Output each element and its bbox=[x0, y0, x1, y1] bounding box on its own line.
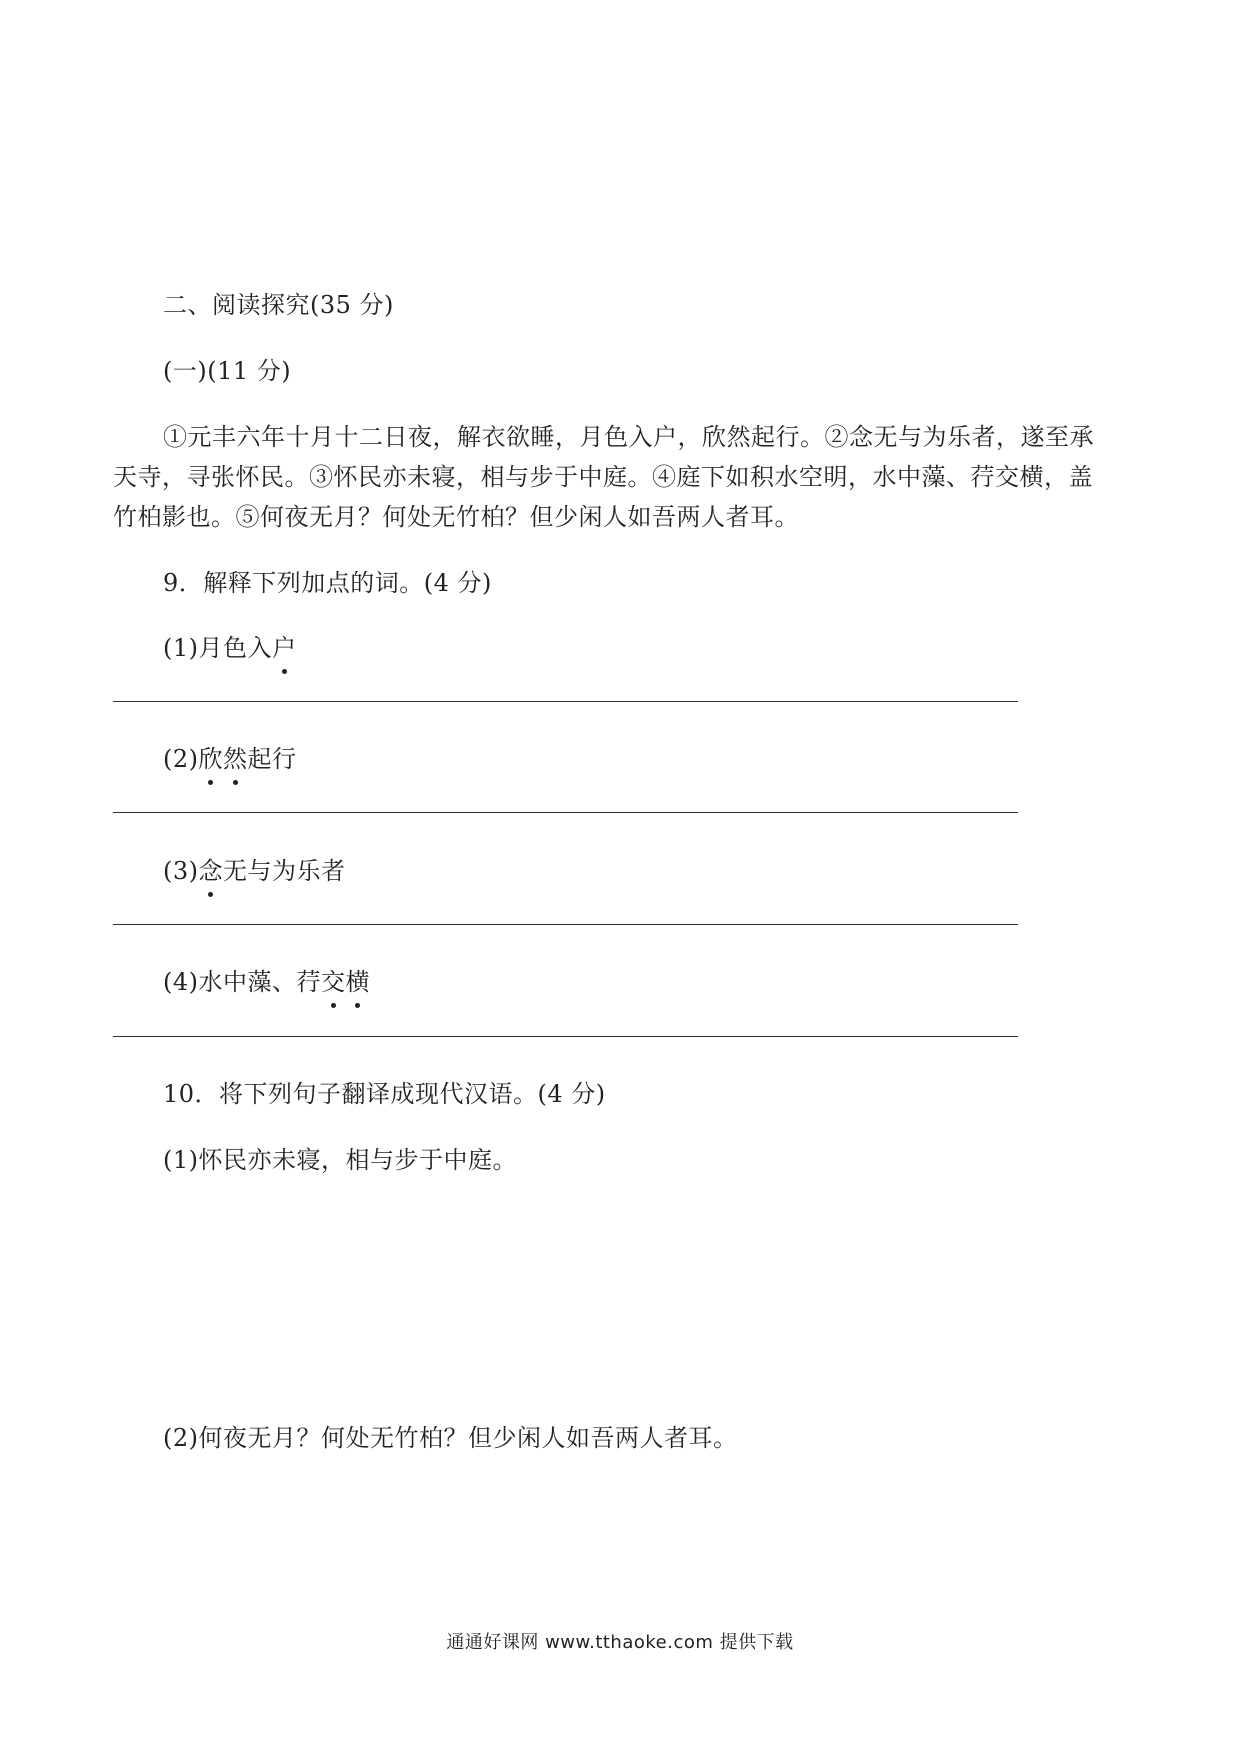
q10-title: 10．将下列句子翻译成现代汉语。(4 分) bbox=[163, 1080, 606, 1108]
passage-line-2: 天寺，寻张怀民。③怀民亦未寝，相与步于中庭。④庭下如积水空明，水中藻、荇交横，盖 bbox=[113, 463, 1093, 491]
passage-subheading: (一)(11 分) bbox=[163, 357, 292, 385]
q9-item-4 bbox=[163, 964, 370, 1000]
q9-item-3 bbox=[163, 853, 346, 889]
passage-line-1: ①元丰六年十月十二日夜，解衣欲睡，月色入户，欣然起行。②念无与为乐者，遂至承 bbox=[163, 423, 1094, 451]
q9-item-3-dotted-word: 念 bbox=[199, 853, 224, 889]
footer-credit: 通通好课网 www.tthaoke.com 提供下载 bbox=[446, 1632, 794, 1653]
q9-item-4-dotted-word-1: 交 bbox=[321, 964, 346, 1000]
q9-answer-line-4[interactable] bbox=[113, 1036, 1018, 1037]
section-heading: 二、阅读探究(35 分) bbox=[163, 291, 394, 319]
q9-item-2 bbox=[163, 741, 297, 777]
q10-item-1: (1)怀民亦未寝，相与步于中庭。 bbox=[163, 1146, 517, 1174]
q9-item-2-suffix: 起行 bbox=[247, 745, 297, 773]
passage-line-3: 竹柏影也。⑤何夜无月？何处无竹柏？但少闲人如吾两人者耳。 bbox=[113, 503, 799, 531]
q10-item-2: (2)何夜无月？何处无竹柏？但少闲人如吾两人者耳。 bbox=[163, 1424, 738, 1452]
q9-item-2-dotted-word-2: 然 bbox=[223, 741, 248, 777]
q9-item-3-prefix: (3) bbox=[163, 857, 199, 885]
q9-answer-line-1[interactable] bbox=[113, 701, 1018, 702]
q9-item-1 bbox=[163, 630, 297, 666]
q9-item-4-dotted-word-2: 横 bbox=[346, 964, 371, 1000]
q9-item-1-dotted-word: 户 bbox=[272, 630, 297, 666]
q9-answer-line-2[interactable] bbox=[113, 812, 1018, 813]
q9-item-2-dotted-word-1: 欣 bbox=[199, 741, 224, 777]
q9-answer-line-3[interactable] bbox=[113, 924, 1018, 925]
q9-item-2-prefix: (2) bbox=[163, 745, 199, 773]
q9-item-4-prefix: (4)水中藻、荇 bbox=[163, 968, 321, 996]
q9-item-1-prefix: (1)月色入 bbox=[163, 634, 272, 662]
q9-title: 9．解释下列加点的词。(4 分) bbox=[163, 569, 492, 597]
q9-item-3-suffix: 无与为乐者 bbox=[223, 857, 346, 885]
